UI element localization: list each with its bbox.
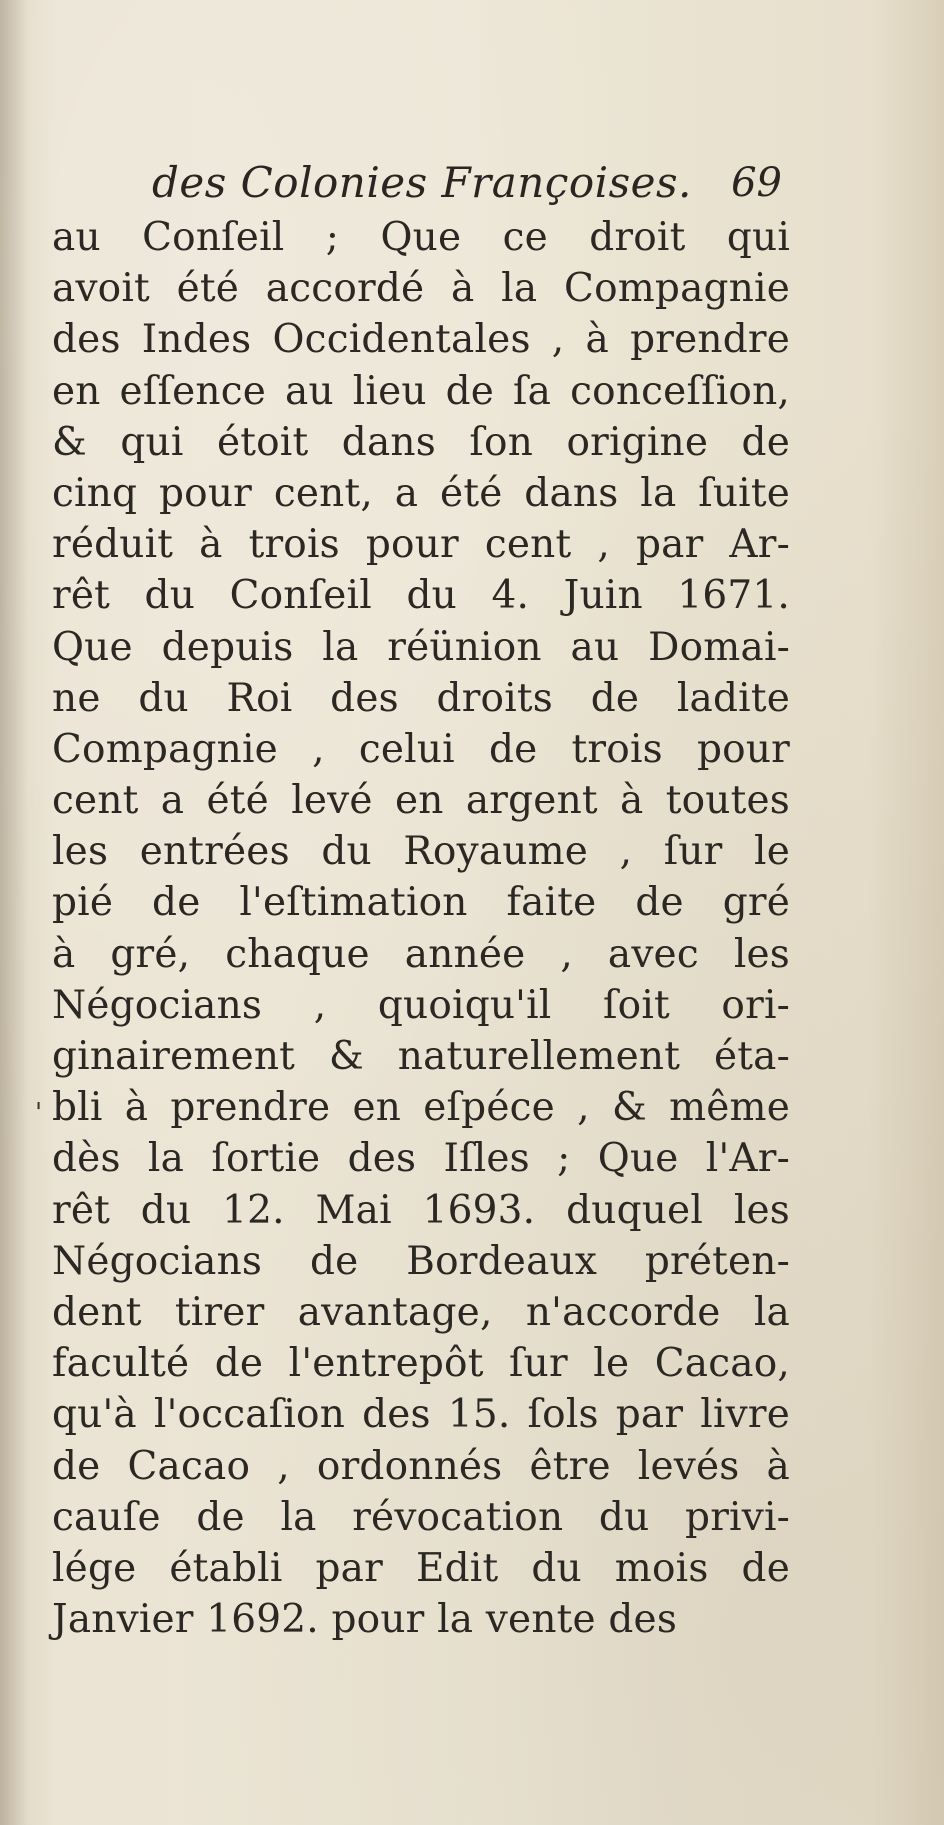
text-line: réduit à trois pour cent , par Ar-: [52, 522, 790, 568]
page-header: [152, 156, 782, 210]
body-text: [52, 212, 790, 1645]
text-line: au Conſeil ; Que ce droit qui: [52, 215, 790, 260]
margin-mark: ': [35, 1098, 43, 1128]
text-line: faculté de l'entrepôt ſur le Cacao,: [52, 1341, 790, 1387]
text-line: en eſſence au lieu de ſa conceſſion,: [52, 368, 790, 414]
text-line: rêt du Conſeil du 4. Juin 1671.: [52, 573, 790, 619]
text-line: cauſe de la révocation du privi-: [52, 1494, 790, 1540]
text-line: Compagnie , celui de trois pour: [52, 726, 790, 772]
text-line: pié de l'eſtimation faite de gré: [52, 880, 790, 926]
running-head: des Colonies Françoises.: [152, 158, 692, 207]
text-line: ginairement & naturellement éta-: [52, 1034, 790, 1079]
text-line: dès la ſortie des Iſles ; Que l'Ar-: [52, 1136, 790, 1182]
text-line: lége établi par Edit du mois de: [52, 1545, 790, 1591]
text-line: bli à prendre en eſpéce , & même: [52, 1085, 790, 1131]
text-line: dent tirer avantage, n'accorde la: [52, 1289, 790, 1335]
text-line: les entrées du Royaume , ſur le: [52, 829, 790, 875]
text-line: Que depuis la réünion au Domai-: [52, 624, 790, 670]
text-line: ne du Roi des droits de ladite: [52, 675, 790, 721]
text-line: Négocians , quoiqu'il ſoit ori-: [52, 982, 790, 1028]
text-line: Janvier 1692. pour la vente des: [52, 1597, 678, 1643]
text-line: avoit été accordé à la Compagnie: [52, 266, 790, 312]
gutter-shadow: [0, 0, 28, 1825]
page-number: 69: [731, 160, 782, 206]
text-line: & qui étoit dans ſon origine de: [52, 419, 790, 465]
text-line: cinq pour cent, a été dans la ſuite: [52, 470, 790, 516]
text-line: Négocians de Bordeaux préten-: [52, 1238, 790, 1284]
text-line: à gré, chaque année , avec les: [52, 931, 790, 977]
text-line: rêt du 12. Mai 1693. duquel les: [52, 1187, 790, 1233]
text-line: de Cacao , ordonnés être levés à: [52, 1443, 790, 1489]
text-line: des Indes Occidentales , à prendre: [52, 317, 790, 363]
text-line: cent a été levé en argent à toutes: [52, 778, 790, 824]
text-line: qu'à l'occaſion des 15. ſols par livre: [52, 1392, 790, 1438]
